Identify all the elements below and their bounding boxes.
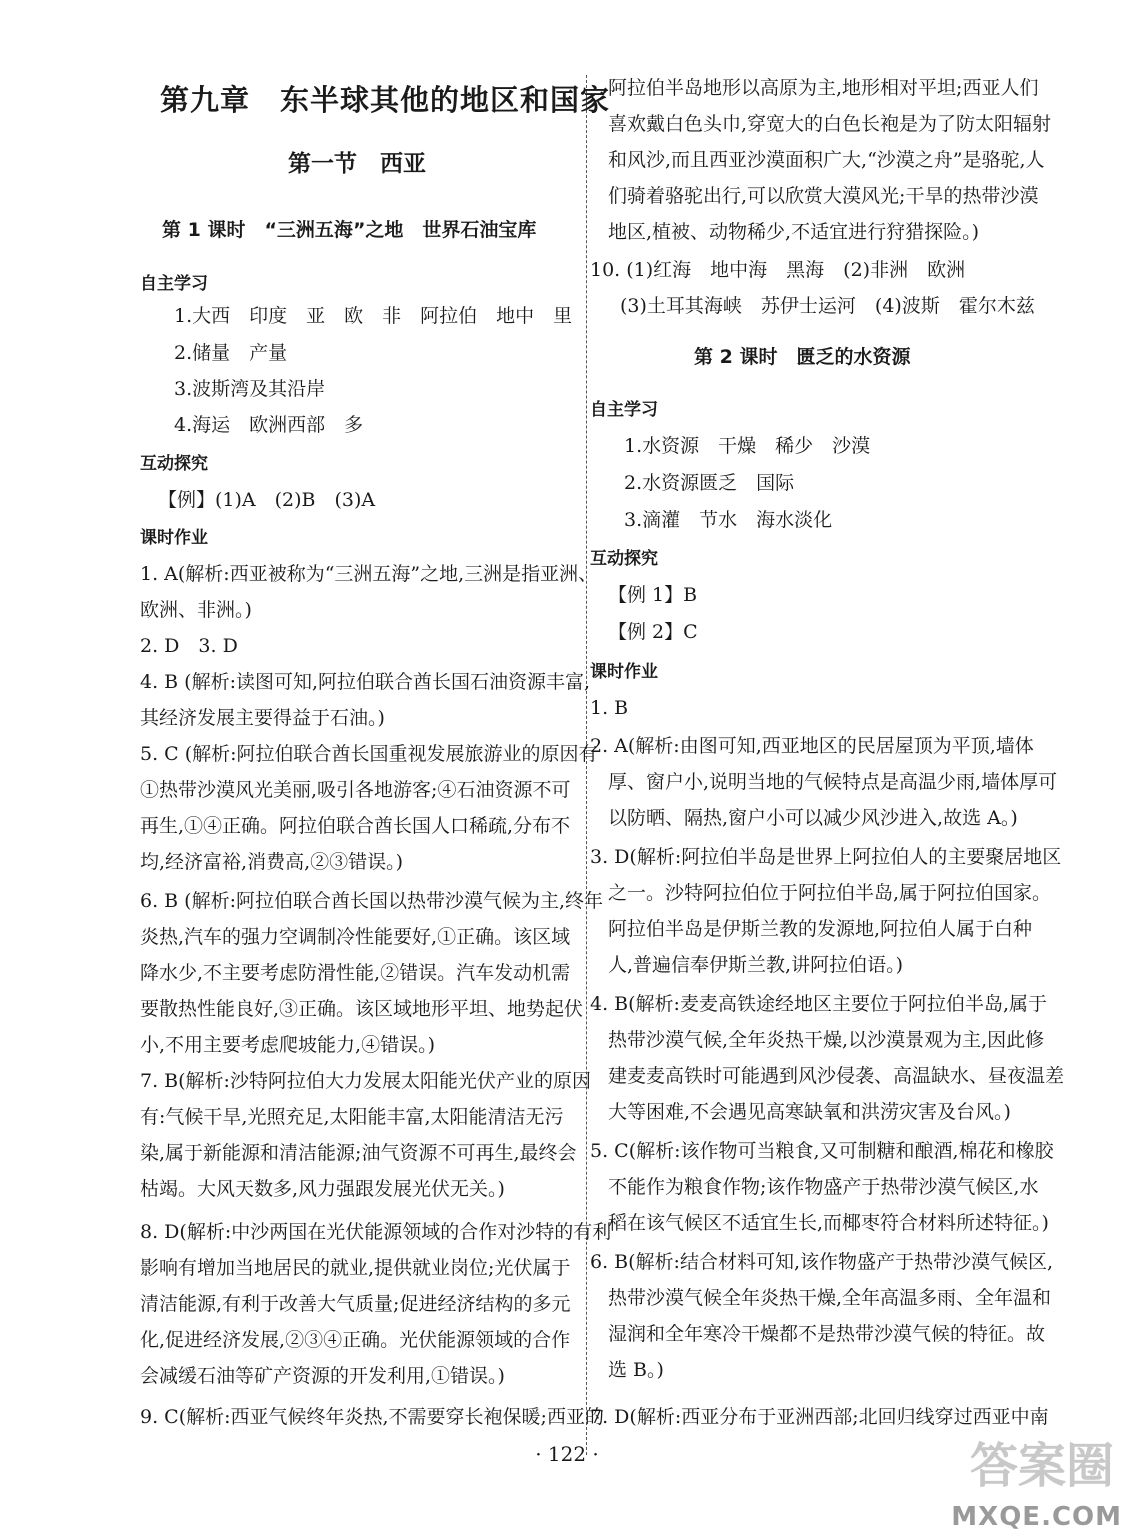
answer-line: 湿润和全年寒冷干燥都不是热带沙漠气候的特征。故 [608,1323,1046,1345]
answer-line: 4. B (解析:读图可知,阿拉伯联合酋长国石油资源丰富, [140,671,591,693]
zuoye-label: 课时作业 [140,528,208,548]
chapter-title: 第九章 东半球其他的地区和国家 [160,83,611,117]
zizhu-item: 2.储量 产量 [174,342,288,364]
answer-line: 之一。沙特阿拉伯位于阿拉伯半岛,属于阿拉伯国家。 [608,882,1052,904]
zizhu-item: 3.波斯湾及其沿岸 [174,378,326,400]
answer-line: 降水少,不主要考虑防滑性能,②错误。汽车发动机需 [140,962,571,984]
answer-line: 有:气候干旱,光照充足,太阳能丰富,太阳能清洁无污 [140,1106,564,1128]
hudong-example: 【例 1】B [608,584,698,606]
answer-line: 大等困难,不会遇见高寒缺氧和洪涝灾害及台风。) [608,1101,1011,1123]
answer-line: 厚、窗户小,说明当地的气候特点是高温少雨,墙体厚可 [608,771,1058,793]
answer-line: 以防晒、隔热,窗户小可以减少风沙进入,故选 A。) [608,807,1018,829]
answer-line: 再生,①④正确。阿拉伯联合酋长国人口稀疏,分布不 [140,815,571,837]
answer-line: 炎热,汽车的强力空调制冷性能要好,①正确。该区域 [140,926,571,948]
answer-line: 1. B [590,697,629,719]
section-title: 第一节 西亚 [288,151,426,177]
zuoye-label: 课时作业 [590,662,658,682]
watermark-site: MXQE.COM [951,1502,1122,1532]
answer-line: 6. B (解析:阿拉伯联合酋长国以热带沙漠气候为主,终年 [140,890,604,912]
answer-cont-line: 阿拉伯半岛地形以高原为主,地形相对平坦;西亚人们 [608,77,1039,99]
answer-line: 选 B。) [608,1359,664,1381]
answer-cont-line: 和风沙,而且西亚沙漠面积广大,“沙漠之舟”是骆驼,人 [608,149,1045,171]
answer-line: 7. B(解析:沙特阿拉伯大力发展太阳能光伏产业的原因 [140,1070,591,1092]
zizhu-item: 1.大西 印度 亚 欧 非 阿拉伯 地中 里 [174,305,573,327]
answer-line: ①热带沙漠风光美丽,吸引各地游客;④石油资源不可 [140,779,571,801]
q10-line: (3)土耳其海峡 苏伊士运河 (4)波斯 霍尔木兹 [620,295,1035,317]
answer-line: 6. B(解析:结合材料可知,该作物盛产于热带沙漠气候区, [590,1251,1054,1273]
answer-cont-line: 们骑着骆驼出行,可以欣赏大漠风光;干旱的热带沙漠 [608,185,1039,207]
answer-line: 要散热性能良好,③正确。该区域地形平坦、地势起伏 [140,998,584,1020]
answer-line: 热带沙漠气候,全年炎热干燥,以沙漠景观为主,因此修 [608,1029,1045,1051]
answer-line: 会减缓石油等矿产资源的开发利用,①错误。) [140,1365,505,1387]
answer-line: 建麦麦高铁时可能遇到风沙侵袭、高温缺水、昼夜温差 [608,1065,1065,1087]
answer-line: 2. A(解析:由图可知,西亚地区的民居屋顶为平顶,墙体 [590,735,1034,757]
lesson2-title: 第 2 课时 匮乏的水资源 [694,346,911,368]
answer-line: 均,经济富裕,消费高,②③错误。) [140,851,404,873]
page-number: · 122 · [535,1442,599,1466]
answer-line: 7. D(解析:西亚分布于亚洲西部;北回归线穿过西亚中南 [590,1406,1049,1428]
answer-line: 影响有增加当地居民的就业,提供就业岗位;光伏属于 [140,1257,571,1279]
answer-line: 化,促进经济发展,②③④正确。光伏能源领域的合作 [140,1329,571,1351]
hudong-label: 互动探究 [140,454,208,474]
answer-line: 9. C(解析:西亚气候终年炎热,不需要穿长袍保暖;西亚的 [140,1406,604,1428]
answer-line: 1. A(解析:西亚被称为“三洲五海”之地,三洲是指亚洲、 [140,563,598,585]
answer-line: 热带沙漠气候全年炎热干燥,全年高温多雨、全年温和 [608,1287,1052,1309]
answer-line: 不能作为粮食作物;该作物盛产于热带沙漠气候区,水 [608,1176,1039,1198]
hudong-example: 【例】(1)A (2)B (3)A [158,489,376,511]
answer-line: 小,不用主要考虑爬坡能力,④错误。) [140,1034,435,1056]
answer-line: 8. D(解析:中沙两国在光伏能源领域的合作对沙特的有利 [140,1221,612,1243]
answer-line: 5. C (解析:阿拉伯联合酋长国重视发展旅游业的原因有 [140,743,598,765]
answer-line: 4. B(解析:麦麦高铁途经地区主要位于阿拉伯半岛,属于 [590,993,1047,1015]
answer-line: 5. C(解析:该作物可当粮食,又可制糖和酿酒,棉花和橡胶 [590,1140,1054,1162]
answer-line: 欧洲、非洲。) [140,599,252,621]
zizhu-item: 1.水资源 干燥 稀少 沙漠 [624,435,871,457]
watermark-glyphs: 答案圈 [969,1438,1114,1494]
zizhu-item: 4.海运 欧洲西部 多 [174,414,364,436]
lesson1-title: 第 1 课时 “三洲五海”之地 世界石油宝库 [162,219,537,241]
q10-line: 10. (1)红海 地中海 黑海 (2)非洲 欧洲 [590,259,966,281]
answer-line: 其经济发展主要得益于石油。) [140,707,385,729]
hudong-label: 互动探究 [590,549,658,569]
answer-line: 枯竭。大风天数多,风力强跟发展光伏无关。) [140,1178,505,1200]
zizhu-label: 自主学习 [140,274,208,294]
answer-cont-line: 地区,植被、动物稀少,不适宜进行狩猎探险。) [608,221,979,243]
answer-line: 阿拉伯半岛是伊斯兰教的发源地,阿拉伯人属于白种 [608,918,1033,940]
zizhu-item: 3.滴灌 节水 海水淡化 [624,509,833,531]
answer-line: 染,属于新能源和清洁能源;油气资源不可再生,最终会 [140,1142,577,1164]
answer-line: 3. D(解析:阿拉伯半岛是世界上阿拉伯人的主要聚居地区 [590,846,1062,868]
hudong-example: 【例 2】C [608,621,698,643]
answer-line: 人,普遍信奉伊斯兰教,讲阿拉伯语。) [608,954,903,976]
answer-line: 稻在该气候区不适宜生长,而椰枣符合材料所述特征。) [608,1212,1049,1234]
answer-line: 清洁能源,有利于改善大气质量;促进经济结构的多元 [140,1293,571,1315]
zizhu-item: 2.水资源匮乏 国际 [624,472,795,494]
zizhu-label: 自主学习 [590,400,658,420]
answer-cont-line: 喜欢戴白色头巾,穿宽大的白色长袍是为了防太阳辐射 [608,113,1052,135]
answer-line: 2. D 3. D [140,635,238,657]
